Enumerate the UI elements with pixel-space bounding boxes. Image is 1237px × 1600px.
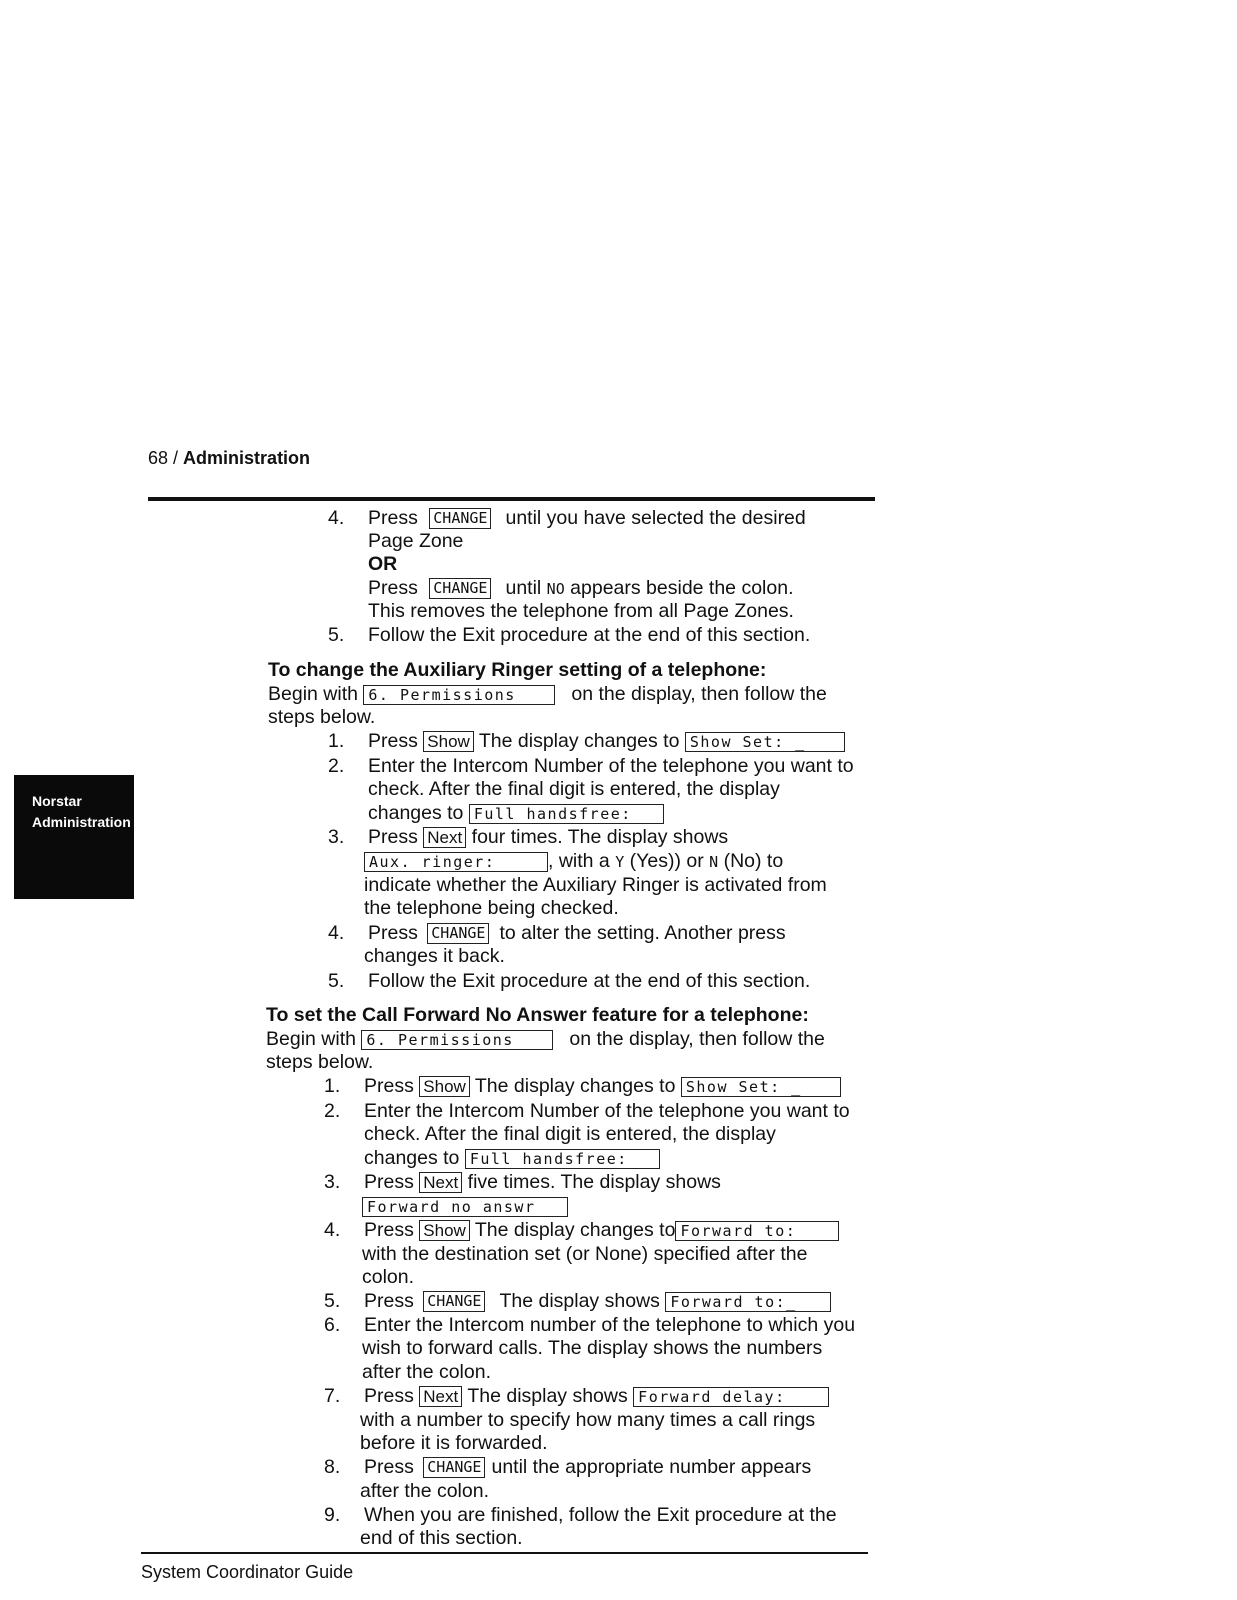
footer-rule [141, 1552, 868, 1554]
page-zone-line: Page Zone [368, 530, 464, 552]
cf-begin: Begin with 6. Permissions on the display, then follow the [266, 1028, 825, 1050]
cf-step-6-line2: wish to forward calls. The display shows the numbers [362, 1337, 823, 1359]
show-key: Show [423, 731, 474, 752]
side-tab-line1: Norstar [32, 793, 82, 809]
next-key: Next [419, 1386, 462, 1407]
cf-step-7: 7. Press Next The display shows Forward delay: [324, 1385, 829, 1408]
display-lcd: Forward no answr [362, 1197, 568, 1217]
display-lcd: Show Set: _ [685, 732, 845, 752]
change-key: CHANGE [423, 1457, 485, 1478]
display-lcd: Aux. ringer: [364, 852, 548, 872]
page-zone-alt: Press CHANGE until NO appears beside the colon. [368, 577, 794, 599]
aux-step-5: 5. Follow the Exit procedure at the end of this section. [328, 970, 811, 992]
cf-step-2-line2: check. After the final digit is entered, the display [364, 1123, 776, 1145]
side-tab-line2: Administration [32, 814, 131, 830]
cf-step-5: 5. Press CHANGE The display shows Forward to:_ [324, 1290, 831, 1313]
cf-step-7-line2: with a number to specify how many times a call rings [360, 1409, 816, 1431]
display-lcd: Show Set: _ [681, 1077, 841, 1097]
display-lcd: Forward to: [675, 1221, 839, 1241]
aux-step-2: 2. Enter the Intercom Number of the telephone you want to [328, 755, 854, 777]
cf-step-1: 1. Press Show The display changes to Show Set: _ [324, 1075, 841, 1098]
footer-text: System Coordinator Guide [141, 1562, 354, 1582]
aux-step-3-line2: Aux. ringer: , with a Y (Yes)) or N (No) to [364, 850, 783, 874]
change-key: CHANGE [427, 923, 489, 944]
next-key: Next [419, 1172, 462, 1193]
show-key: Show [419, 1076, 470, 1097]
change-key: CHANGE [423, 1291, 485, 1312]
cf-step-6: 6. Enter the Intercom number of the telephone to which you [324, 1314, 856, 1336]
show-key: Show [419, 1220, 470, 1241]
cf-step-8-line2: after the colon. [360, 1480, 489, 1502]
page-zone-step-4: 4. Press CHANGE until you have selected the desired [328, 507, 806, 529]
cf-step-6-line3: after the colon. [362, 1361, 491, 1383]
display-lcd: 6. Permissions [361, 1030, 553, 1050]
change-key: CHANGE [429, 578, 491, 599]
aux-step-2-line2: check. After the final digit is entered, the display [368, 778, 780, 800]
cf-step-4-line3: colon. [362, 1266, 415, 1288]
aux-begin-line2: steps below. [268, 706, 376, 728]
cf-step-3-line2 [362, 1195, 568, 1218]
cf-step-9-line2: end of this section. [360, 1527, 523, 1549]
display-lcd: 6. Permissions [363, 685, 555, 705]
aux-heading: To change the Auxiliary Ringer setting of a telephone: [268, 659, 767, 681]
aux-step-3: 3. Press Next four times. The display shows [328, 826, 729, 848]
section-title: Administration [183, 448, 311, 468]
cf-step-2: 2. Enter the Intercom Number of the telephone you want to [324, 1100, 850, 1122]
cf-heading: To set the Call Forward No Answer feature for a telephone: [266, 1004, 809, 1026]
aux-step-4-line2: changes it back. [364, 945, 505, 967]
page-zone-step-5: 5. Follow the Exit procedure at the end of this section. [328, 624, 811, 646]
or-label: OR [368, 553, 398, 575]
page-zone-note: This removes the telephone from all Page Zones. [368, 600, 794, 622]
aux-step-4: 4. Press CHANGE to alter the setting. Another press [328, 922, 786, 944]
cf-begin-line2: steps below. [266, 1051, 374, 1073]
page-number: 68 / [148, 448, 179, 468]
aux-step-3-line4: the telephone being checked. [364, 897, 619, 919]
next-key: Next [423, 827, 466, 848]
cf-step-4: 4. Press Show The display changes to Forward to: [324, 1219, 839, 1242]
cf-step-7-line3: before it is forwarded. [360, 1432, 548, 1454]
display-lcd: Forward to:_ [665, 1292, 831, 1312]
display-lcd: Full handsfree: [465, 1149, 660, 1169]
cf-step-8: 8. Press CHANGE until the appropriate number appears [324, 1456, 812, 1478]
aux-step-2-line3: changes to Full handsfree: [368, 802, 664, 825]
display-lcd: Full handsfree: [469, 804, 664, 824]
cf-step-4-line2: with the destination set (or None) specified after the [362, 1243, 808, 1265]
cf-step-2-line3: changes to Full handsfree: [364, 1147, 660, 1170]
aux-step-3-line3: indicate whether the Auxiliary Ringer is activated from [364, 874, 827, 896]
cf-step-3: 3. Press Next five times. The display shows [324, 1171, 721, 1193]
change-key: CHANGE [429, 508, 491, 529]
aux-step-1: 1. Press Show The display changes to Show Set: _ [328, 730, 845, 753]
cf-step-9: 9. When you are finished, follow the Exit procedure at the [324, 1504, 837, 1526]
aux-begin: Begin with 6. Permissions on the display, then follow the [268, 683, 827, 705]
display-lcd: Forward delay: [633, 1387, 829, 1407]
